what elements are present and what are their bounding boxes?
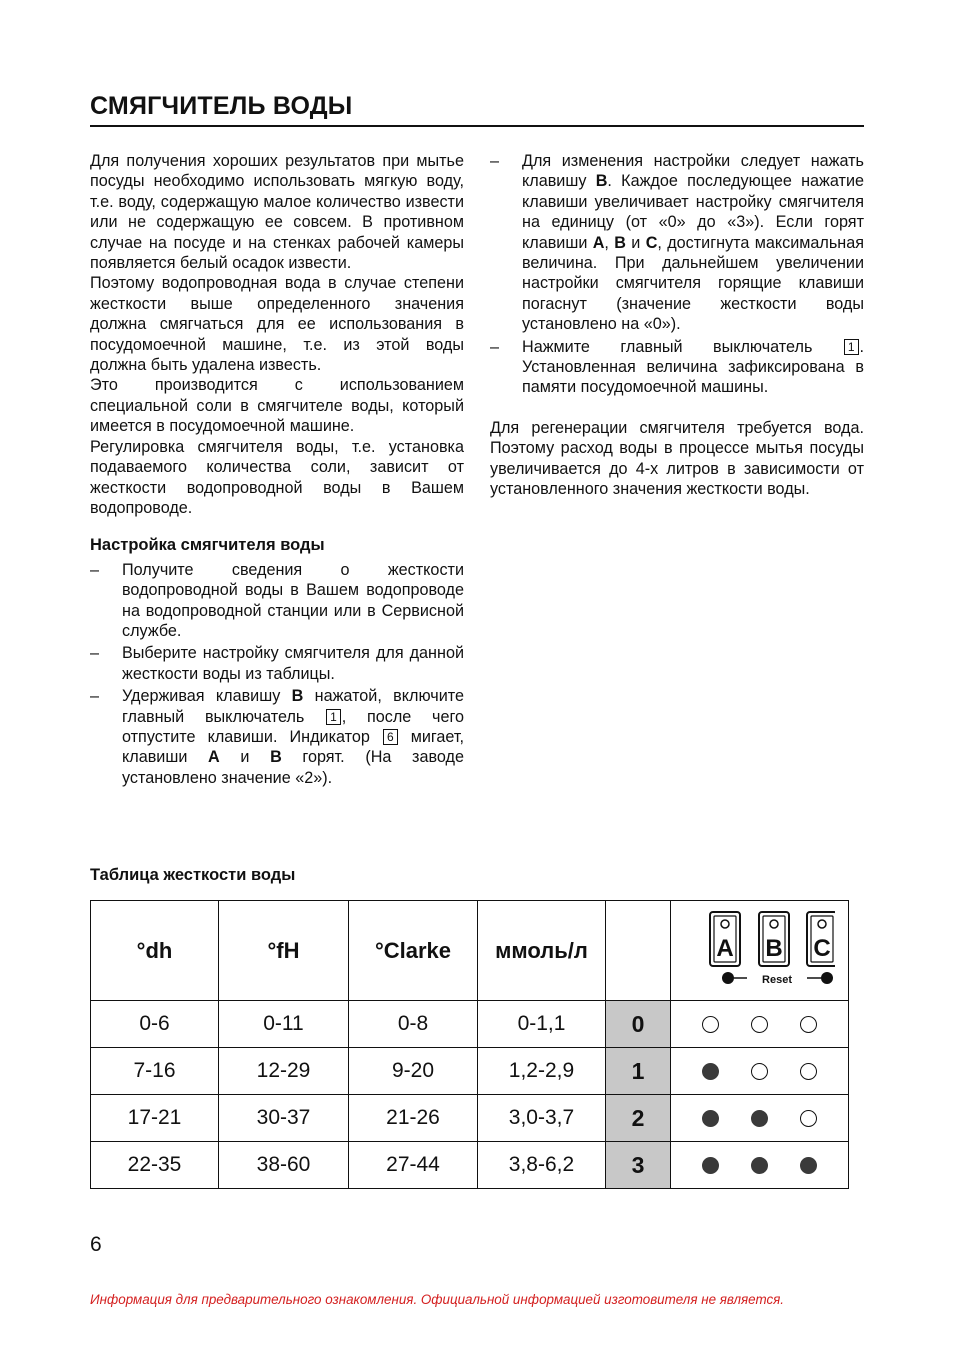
cell-mmol: 3,8-6,2 — [478, 1142, 606, 1189]
cell-mmol: 3,0-3,7 — [478, 1095, 606, 1142]
reset-dot-right-icon — [821, 972, 833, 984]
cell-dh: 7-16 — [91, 1048, 219, 1095]
indicator-on-icon — [751, 1157, 768, 1174]
indicator-off-icon — [800, 1063, 817, 1080]
table-row — [91, 1095, 849, 1142]
cell-dh: 0-6 — [91, 1001, 219, 1048]
indicator-on-icon — [702, 1063, 719, 1080]
list-item: – Выберите настройку смягчителя для данной жесткости воды из таблицы. — [90, 643, 464, 684]
table-row — [91, 1048, 849, 1095]
page-number: 6 — [90, 1233, 102, 1256]
list-item: – Получите сведения о жесткости водопроводной воды в Вашем водопроводе на водопроводной станции или в Сервисной службе. — [90, 560, 464, 642]
key-c-label: C — [645, 233, 658, 252]
indicator-on-icon — [800, 1157, 817, 1174]
key-a-icon — [710, 912, 740, 966]
paragraph: Для получения хороших результатов при мытье посуды необходимо использовать мягкую воду, т.е. воду, содержащую малое количество извести или не содержащую ее совсем. В противном случае на посуде и на стенках рабочей камеры появляется белый осадок извести. — [90, 152, 464, 273]
key-c-icon — [807, 912, 835, 966]
header-fh: °fH — [219, 901, 349, 1001]
list-item: – Нажмите главный выключатель 1 . Установленная величина зафиксирована в памяти посудомоечной машины. — [490, 337, 864, 398]
indicator-off-icon — [800, 1016, 817, 1033]
page-title: СМЯГЧИТЕЛЬ ВОДЫ — [90, 92, 864, 127]
cell-indicators — [671, 1142, 849, 1189]
cell-clarke: 9-20 — [349, 1048, 478, 1095]
key-b-label: B — [614, 233, 626, 252]
paragraph: Регулировка смягчителя воды, т.е. установка подаваемого количества соли, зависит от жесткости водопроводной воды в Вашем водопроводе. — [90, 437, 464, 517]
key-b-icon — [759, 912, 789, 966]
key-a-text: A — [715, 934, 734, 962]
instruction-list — [490, 151, 864, 398]
cell-fh: 38-60 — [219, 1142, 349, 1189]
key-a-label: A — [592, 233, 605, 252]
cell-clarke: 27-44 — [349, 1142, 478, 1189]
key-a-label: A — [208, 748, 220, 767]
abc-keys-icon — [685, 904, 835, 992]
key-b-label: B — [595, 172, 608, 191]
list-item: – Удерживая клавишу B нажатой, включите главный выключатель 1 , после чего отпустите клавиши. Индикатор 6 мигает, клавиши A и B горят. (На заводе установлено значение «2»). — [90, 686, 464, 788]
section-heading: Настройка смягчителя воды — [90, 536, 325, 555]
cell-mmol: 1,2-2,9 — [478, 1048, 606, 1095]
table-header-row — [91, 901, 849, 1001]
cell-indicators — [671, 1001, 849, 1048]
table-row — [91, 1142, 849, 1189]
header-dh: °dh — [91, 901, 219, 1001]
ref-box-1: 1 — [844, 339, 859, 355]
cell-indicators — [671, 1048, 849, 1095]
paragraph: Поэтому водопроводная вода в случае степени жесткости выше определенного значения должна смягчаться для ее использования в посудомоечной машине, т.е. из этой воды должна быть удалена известь. — [90, 274, 464, 375]
header-mmol: ммоль/л — [478, 901, 606, 1001]
reset-dot-left-icon — [722, 972, 734, 984]
indicator-on-icon — [702, 1157, 719, 1174]
instruction-list — [90, 560, 464, 788]
key-b-label: B — [291, 687, 304, 706]
cell-dh: 22-35 — [91, 1142, 219, 1189]
indicator-off-icon — [751, 1016, 768, 1033]
cell-level: 0 — [606, 1001, 671, 1048]
indicator-on-icon — [751, 1110, 768, 1127]
left-column — [90, 151, 464, 790]
cell-indicators — [671, 1095, 849, 1142]
header-level — [606, 901, 671, 1001]
hardness-table — [90, 900, 849, 1189]
cell-fh: 12-29 — [219, 1048, 349, 1095]
cell-level: 3 — [606, 1142, 671, 1189]
footer-disclaimer: Информация для предварительного ознакомления. Официальной информацией изготовителя не является. — [90, 1292, 785, 1307]
cell-clarke: 0-8 — [349, 1001, 478, 1048]
cell-level: 2 — [606, 1095, 671, 1142]
cell-level: 1 — [606, 1048, 671, 1095]
indicator-off-icon — [800, 1110, 817, 1127]
cell-mmol: 0-1,1 — [478, 1001, 606, 1048]
key-c-text: C — [812, 934, 831, 962]
indicator-on-icon — [702, 1110, 719, 1127]
key-b-text: B — [764, 934, 783, 962]
key-b-label: B — [270, 748, 282, 767]
list-item: – Для изменения настройки следует нажать клавишу B. Каждое последующее нажатие клавиши увеличивает настройку смягчителя на единицу (от «0» до «3»). Если горят клавиши A, B и C, достигнута максимальная величина. При дальнейшем увеличении настройки смягчителя горящие клавиши погаснут (значение жесткости воды установлено на «0»). — [490, 151, 864, 335]
indicator-off-icon — [702, 1016, 719, 1033]
cell-fh: 0-11 — [219, 1001, 349, 1048]
indicator-off-icon — [751, 1063, 768, 1080]
cell-fh: 30-37 — [219, 1095, 349, 1142]
cell-clarke: 21-26 — [349, 1095, 478, 1142]
paragraph: Это производится с использованием специальной соли в смягчителе воды, который имеется в посудомоечной машине. — [90, 376, 464, 436]
keys-diagram — [671, 901, 849, 1001]
paragraph: Для регенерации смягчителя требуется вода. Поэтому расход воды в процессе мытья посуды увеличивается до 4-х литров в зависимости от установленного значения жесткости воды. — [490, 418, 864, 499]
ref-box-1: 1 — [326, 709, 341, 725]
ref-box-6: 6 — [383, 729, 398, 745]
reset-label: Reset — [761, 973, 792, 986]
table-row — [91, 1001, 849, 1048]
right-column — [490, 151, 864, 500]
cell-dh: 17-21 — [91, 1095, 219, 1142]
header-clarke: °Clarke — [349, 901, 478, 1001]
table-title: Таблица жесткости воды — [90, 866, 296, 884]
